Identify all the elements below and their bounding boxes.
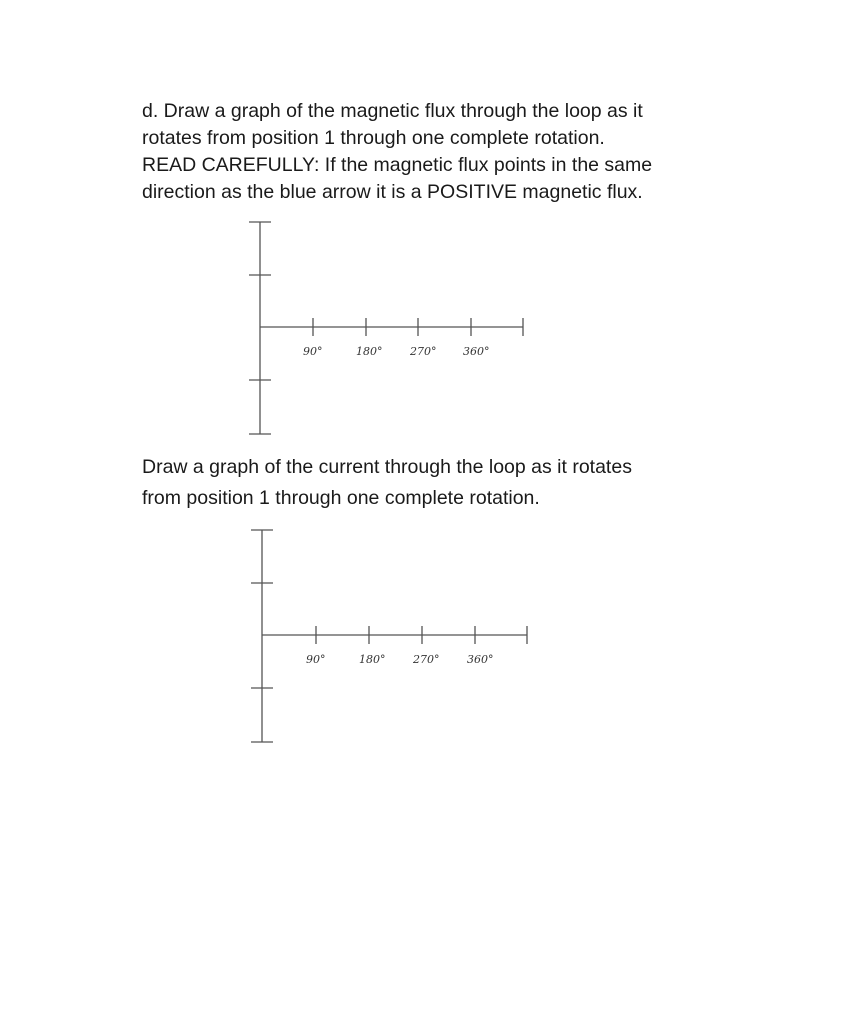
current-question-text [142, 452, 762, 514]
current-x-tick-label: 270° [413, 653, 440, 666]
current-x-tick-label: 360° [467, 653, 494, 666]
flux-x-tick-label: 360° [463, 345, 490, 358]
flux-question-line: direction as the blue arrow it is a POSITIVE magnetic flux. [142, 181, 643, 203]
current-x-tick-label: 90° [306, 653, 326, 666]
flux-x-tick-label: 180° [356, 345, 383, 358]
current-question-line: from position 1 through one complete rotation. [142, 487, 540, 509]
current-question-line: Draw a graph of the current through the loop as it rotates [142, 456, 632, 478]
flux-question-line: READ CAREFULLY: If the magnetic flux points in the same [142, 154, 653, 176]
current-x-tick-label: 180° [359, 653, 386, 666]
flux-x-tick-label: 90° [303, 345, 323, 358]
flux-x-tick-label: 270° [410, 345, 437, 358]
flux-question-line: d. Draw a graph of the magnetic flux through the loop as it [142, 100, 643, 122]
flux-question-line: rotates from position 1 through one complete rotation. [142, 127, 605, 149]
flux-question-text [142, 98, 762, 206]
